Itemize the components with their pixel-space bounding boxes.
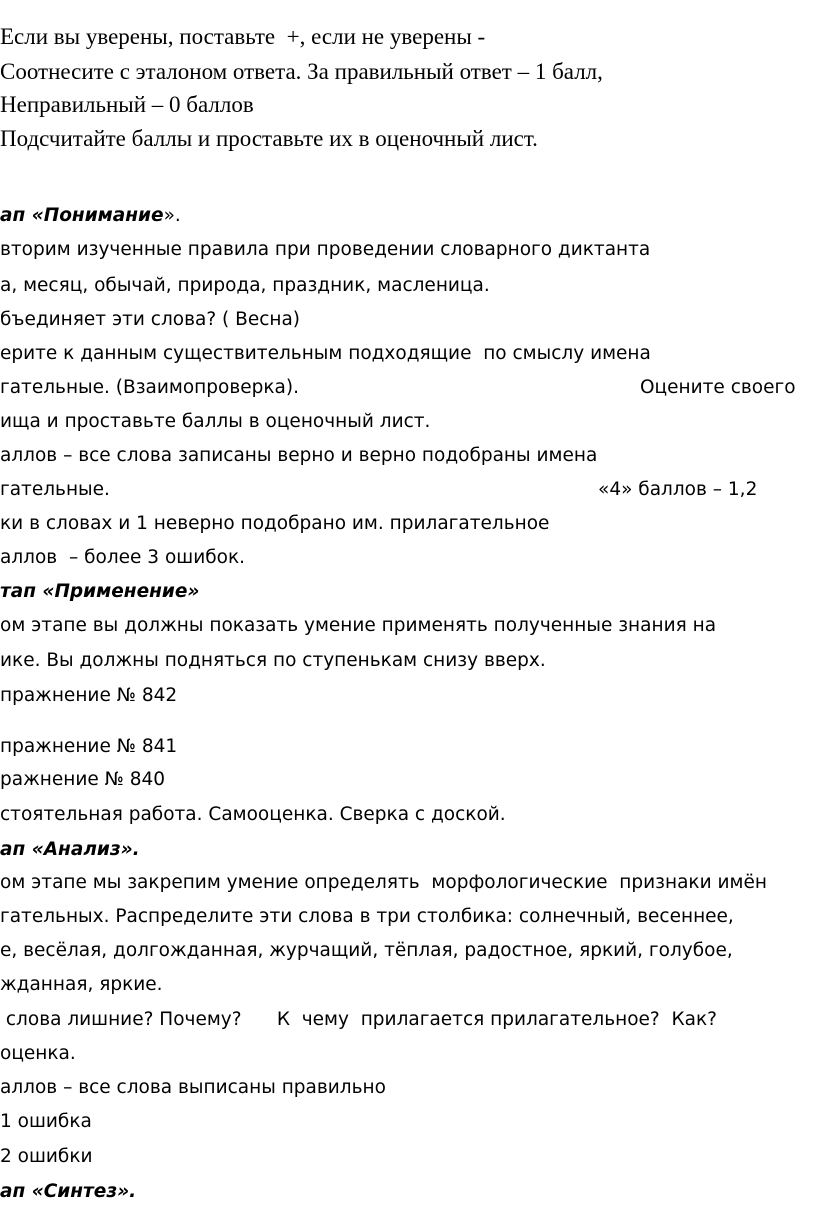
instruction-line-3: Неправильный – 0 баллов (0, 92, 254, 117)
text-line: гательные. (0, 479, 110, 500)
instruction-line-1: Если вы уверены, поставьте +, если не уверены - (0, 24, 486, 49)
text-line: аллов – все слова записаны верно и верно подобраны имена (0, 445, 598, 466)
text-line: вторим изученные правила при проведении словарного диктанта (0, 239, 651, 260)
exercise-840: ражнение № 840 (0, 769, 166, 790)
text-line: бъединяет эти слова? ( Весна) (0, 309, 301, 330)
text-line: 2 ошибки (0, 1146, 93, 1167)
exercise-842: пражнение № 842 (0, 685, 178, 706)
text-line: гательные. (Взаимопроверка). (0, 377, 299, 398)
text-line: ерите к данным существительным подходящие по смыслу имена (0, 343, 651, 364)
instruction-line-4: Подсчитайте баллы и проставьте их в оценочный лист. (0, 126, 538, 151)
text-line: ом этапе мы закрепим умение определять морфологические признаки имён (0, 872, 767, 893)
stage-heading-understanding-end: ». (163, 205, 181, 226)
stage-heading-analysis: ап «Анализ». (0, 839, 140, 860)
text-line: аллов – более 3 ошибок. (0, 547, 245, 568)
text-line: а, месяц, обычай, природа, праздник, масленица. (0, 275, 490, 296)
text-line: аллов – все слова выписаны правильно (0, 1077, 386, 1098)
text-line: ом этапе вы должны показать умение применять полученные знания на (0, 615, 717, 636)
text-line: ки в словах и 1 неверно подобрано им. прилагательное (0, 513, 550, 534)
text-line: оценка. (0, 1043, 76, 1064)
text-line: слова лишние? Почему? К чему прилагается прилагательное? Как? (0, 1009, 717, 1030)
text-line: ике. Вы должны подняться по ступенькам снизу вверх. (0, 650, 546, 671)
text-line: жданная, яркие. (0, 974, 163, 995)
text-line-right: «4» баллов – 1,2 (598, 479, 758, 500)
stage-heading-understanding-title: ап «Понимание (0, 205, 164, 226)
text-line: ища и проставьте баллы в оценочный лист. (0, 411, 431, 432)
instruction-line-2: Соотнесите с эталоном ответа. За правильный ответ – 1 балл, (0, 59, 603, 84)
text-line-right: Оцените своего (640, 377, 796, 398)
text-line: 1 ошибка (0, 1111, 92, 1132)
text-line: гательных. Распределите эти слова в три столбика: солнечный, весеннее, (0, 906, 734, 927)
stage-heading-application: тап «Применение» (0, 581, 200, 602)
exercise-841: пражнение № 841 (0, 736, 178, 757)
text-line: е, весёлая, долгожданная, журчащий, тёплая, радостное, яркий, голубое, (0, 940, 733, 961)
stage-heading-synthesis: ап «Синтез». (0, 1181, 137, 1202)
stage-heading-understanding (0, 207, 181, 226)
text-line: стоятельная работа. Самооценка. Сверка с доской. (0, 804, 506, 825)
